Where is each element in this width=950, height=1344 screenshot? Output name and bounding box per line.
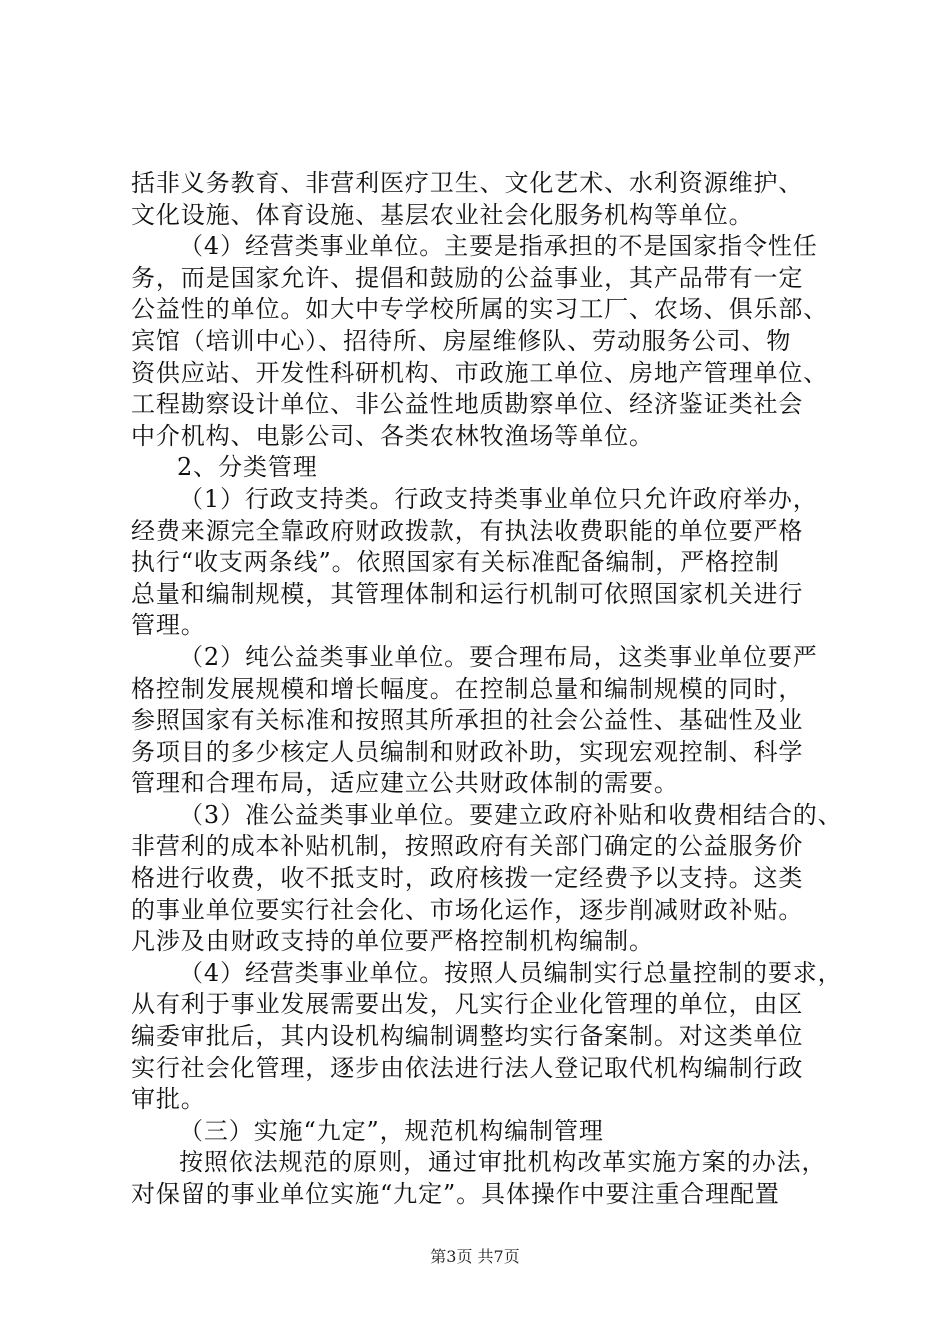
text-line: 执行“收支两条线”。依照国家有关标准配备编制，严格控制	[131, 548, 780, 577]
paragraph-start: 按照依法规范的原则，通过审批机构改革实施方案的办法，	[179, 1148, 827, 1177]
text-line: 从有利于事业发展需要出发，凡实行企业化管理的单位，由区	[131, 990, 804, 1019]
text-line: 宾馆（培训中心）、招待所、房屋维修队、劳动服务公司、物	[131, 326, 792, 355]
text-line: 审批。	[131, 1085, 206, 1114]
text-line: 格进行收费，收不抵支时，政府核拨一定经费予以支持。这类	[131, 864, 804, 893]
text-line: 务，而是国家允许、提倡和鼓励的公益事业，其产品带有一定	[131, 263, 804, 292]
text-line: 务项目的多少核定人员编制和财政补助，实现宏观控制、科学	[131, 737, 804, 766]
section-heading: 2、分类管理	[177, 453, 318, 482]
page-number: 第3页 共7页	[430, 1247, 520, 1266]
text-line: 编委审批后，其内设机构编制调整均实行备案制。对这类单位	[131, 1022, 804, 1051]
paragraph-start: （3）准公益类事业单位。要建立政府补贴和收费相结合的、	[179, 800, 843, 829]
text-line: 公益性的单位。如大中专学校所属的实习工厂、农场、俱乐部、	[131, 295, 829, 324]
document-body	[131, 168, 841, 1211]
text-line: 管理和合理布局，适应建立公共财政体制的需要。	[131, 769, 679, 798]
paragraph-start: （1）行政支持类。行政支持类事业单位只允许政府举办，	[179, 484, 818, 513]
paragraph-start: （4）经营类事业单位。主要是指承担的不是国家指令性任	[179, 232, 818, 261]
text-line: 管理。	[131, 611, 206, 640]
text-line: 文化设施、体育设施、基层农业社会化服务机构等单位。	[131, 200, 754, 229]
text-line: 资供应站、开发性科研机构、市政施工单位、房地产管理单位、	[131, 358, 829, 387]
text-line: 括非义务教育、非营利医疗卫生、文化艺术、水利资源维护、	[131, 169, 804, 197]
text-line: 中介机构、电影公司、各类农林牧渔场等单位。	[131, 421, 654, 450]
text-line: 总量和编制规模，其管理体制和运行机制可依照国家机关进行	[131, 579, 804, 608]
text-line: 对保留的事业单位实施“九定”。具体操作中要注重合理配置	[131, 1180, 780, 1208]
text-line: 实行社会化管理，逐步由依法进行法人登记取代机构编制行政	[131, 1053, 804, 1082]
text-line: 凡涉及由财政支持的单位要严格控制机构编制。	[131, 927, 654, 956]
paragraph-start: （2）纯公益类事业单位。要合理布局，这类事业单位要严	[179, 642, 818, 671]
paragraph-start: （4）经营类事业单位。按照人员编制实行总量控制的要求，	[179, 958, 843, 987]
text-line: 非营利的成本补贴机制，按照政府有关部门确定的公益服务价	[131, 832, 804, 861]
text-line: 经费来源完全靠政府财政拨款，有执法收费职能的单位要严格	[131, 516, 804, 545]
section-heading: （三）实施“九定”，规范机构编制管理	[179, 1116, 604, 1145]
text-line: 的事业单位要实行社会化、市场化运作，逐步削减财政补贴。	[131, 895, 804, 924]
text-line: 格控制发展规模和增长幅度。在控制总量和编制规模的同时，	[131, 674, 804, 703]
text-line: 工程勘察设计单位、非公益性地质勘察单位、经济鉴证类社会	[131, 390, 804, 419]
text-line: 参照国家有关标准和按照其所承担的社会公益性、基础性及业	[131, 706, 804, 735]
